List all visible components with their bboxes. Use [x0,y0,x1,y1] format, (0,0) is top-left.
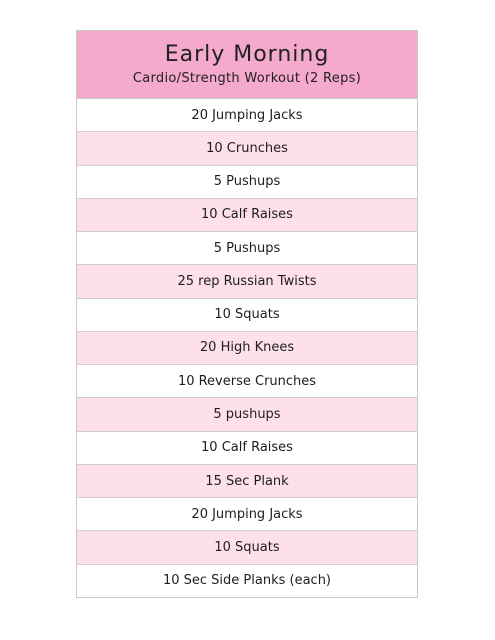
workout-title: Early Morning [164,42,330,67]
exercise-row: 20 Jumping Jacks [77,498,417,531]
exercise-row: 10 Squats [77,299,417,332]
workout-header [77,31,417,99]
exercise-row: 5 Pushups [77,166,417,199]
exercise-row: 10 Sec Side Planks (each) [77,565,417,597]
exercise-row: 10 Calf Raises [77,199,417,232]
exercise-row: 15 Sec Plank [77,465,417,498]
exercise-row: 10 Squats [77,531,417,564]
exercise-row: 10 Reverse Crunches [77,365,417,398]
exercise-row: 10 Calf Raises [77,432,417,465]
exercise-row: 20 Jumping Jacks [77,99,417,132]
exercise-row: 20 High Knees [77,332,417,365]
exercise-row: 5 pushups [77,398,417,431]
exercise-row: 10 Crunches [77,132,417,165]
exercise-row: 5 Pushups [77,232,417,265]
workout-card [76,30,418,598]
exercise-row: 25 rep Russian Twists [77,265,417,298]
exercise-list [77,99,417,597]
workout-subtitle: Cardio/Strength Workout (2 Reps) [132,71,362,86]
